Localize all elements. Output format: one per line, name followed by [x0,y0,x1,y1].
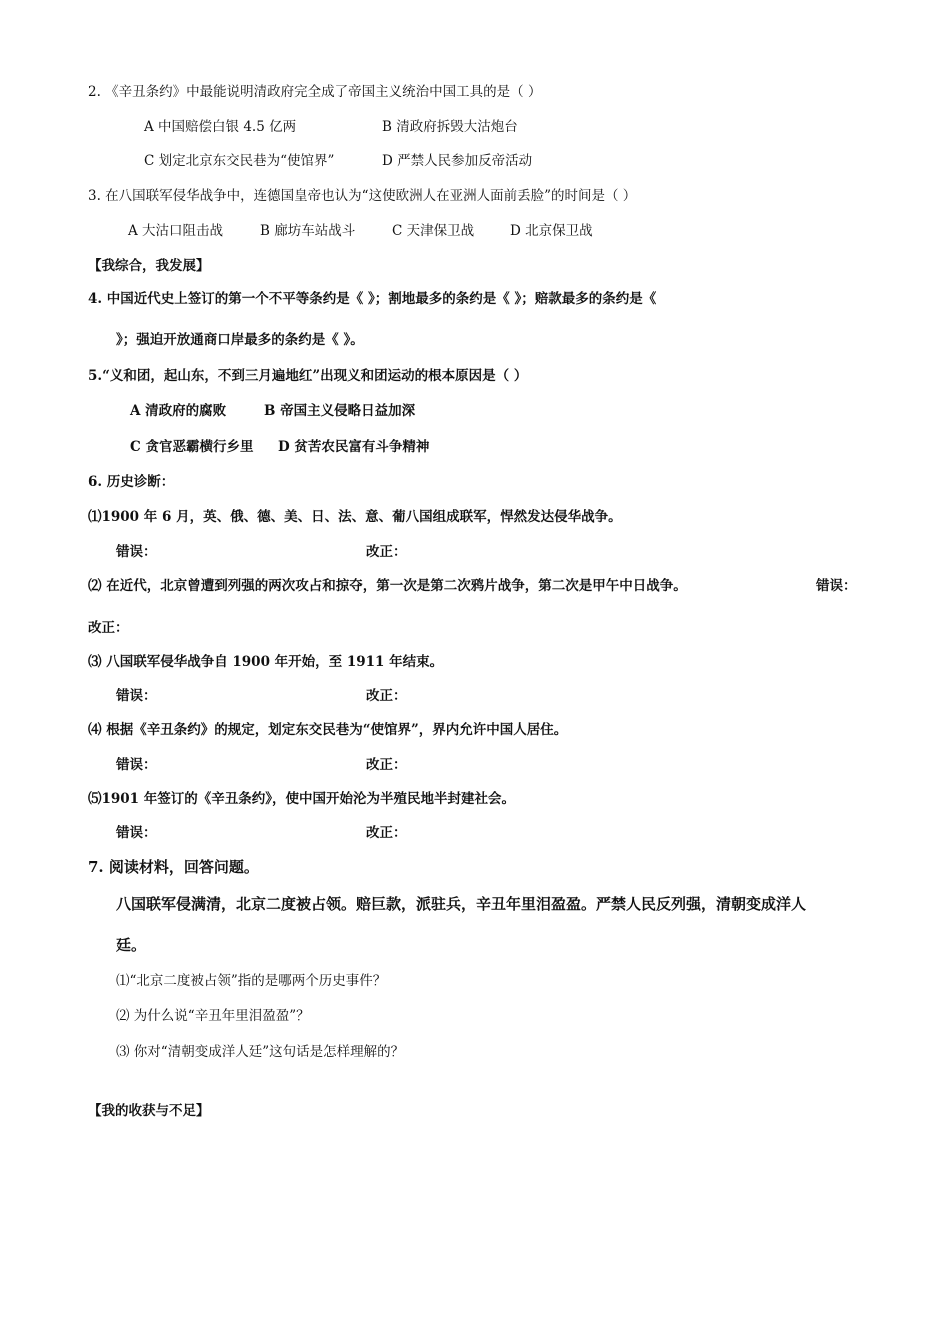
q2-option-a: A 中国赔偿白银 4.5 亿两 [144,119,297,135]
q2-stem: 2. 《辛丑条约》中最能说明清政府完全成了帝国主义统治中国工具的是（ ） [88,84,542,100]
q5-option-a: A 清政府的腐败 [130,403,227,419]
q2-option-c: C 划定北京东交民巷为“使馆界” [144,153,335,169]
q2-option-d: D 严禁人民参加反帝活动 [382,153,533,169]
q6-item-4: ⑷ 根据《辛丑条约》的规定，划定东交民巷为“使馆界”，界内允许中国人居住。 [88,722,568,738]
q6-item-2: ⑵ 在近代，北京曾遭到列强的两次攻占和掠夺，第一次是第二次鸦片战争，第二次是甲午中日战争。 [88,578,687,594]
q6-stem: 6. 历史诊断： [88,474,175,490]
q6-item-4-fix-label: 改正： [366,757,407,773]
q4-line-1: 4. 中国近代史上签订的第一个不平等条约是《 》；割地最多的条约是《 》；赔款最多的条约是《 [88,291,657,307]
q6-item-5-error-label: 错误： [116,825,157,841]
q6-item-5: ⑸1901 年签订的《辛丑条约》，使中国开始沦为半殖民地半封建社会。 [88,791,516,807]
q7-subquestion-2: ⑵ 为什么说“辛丑年里泪盈盈”？ [116,1008,310,1024]
section-heading-gains: 【我的收获与不足】 [88,1103,210,1119]
q6-item-4-error-label: 错误： [116,757,157,773]
q7-subquestion-1: ⑴“北京二度被占领”指的是哪两个历史事件？ [116,973,387,989]
q5-option-c: C 贪官恶霸横行乡里 [130,439,254,455]
q6-item-3-fix-label: 改正： [366,688,407,704]
q7-material-line-1: 八国联军侵满清，北京二度被占领。赔巨款，派驻兵，辛丑年里泪盈盈。严禁人民反列强，清朝变成洋人 [116,895,807,913]
q5-stem: 5.“义和团，起山东，不到三月遍地红”出现义和团运动的根本原因是（ ） [88,368,528,384]
q6-item-1-fix-label: 改正： [366,544,407,560]
q5-option-d: D 贫苦农民富有斗争精神 [278,439,430,455]
q2-option-b: B 清政府拆毁大沽炮台 [382,119,518,135]
section-heading-develop: 【我综合，我发展】 [88,258,210,274]
q4-line-2: 》；强迫开放通商口岸最多的条约是《 》。 [116,332,364,348]
q3-option-d: D 北京保卫战 [510,223,593,239]
q6-item-2-fix-label: 改正： [88,620,129,636]
q6-item-5-fix-label: 改正： [366,825,407,841]
q3-stem: 3. 在八国联军侵华战争中，连德国皇帝也认为“这使欧洲人在亚洲人面前丢脸”的时间是（ ） [88,188,637,204]
q7-material-line-2: 廷。 [116,936,147,954]
q6-item-3-error-label: 错误： [116,688,157,704]
q6-item-1: ⑴1900 年 6 月，英、俄、德、美、日、法、意、葡八国组成联军，悍然发达侵华战争。 [88,509,622,525]
q7-stem: 7. 阅读材料，回答问题。 [88,858,259,876]
q3-option-a: A 大沽口阻击战 [128,223,224,239]
q7-subquestion-3: ⑶ 你对“清朝变成洋人廷”这句话是怎样理解的？ [116,1044,405,1060]
q6-item-3: ⑶ 八国联军侵华战争自 1900 年开始，至 1911 年结束。 [88,654,444,670]
q6-item-2-error-label: 错误： [816,578,857,594]
q6-item-1-error-label: 错误： [116,544,157,560]
q3-option-b: B 廊坊车站战斗 [260,223,356,239]
q3-option-c: C 天津保卫战 [392,223,475,239]
q5-option-b: B 帝国主义侵略日益加深 [264,403,416,419]
